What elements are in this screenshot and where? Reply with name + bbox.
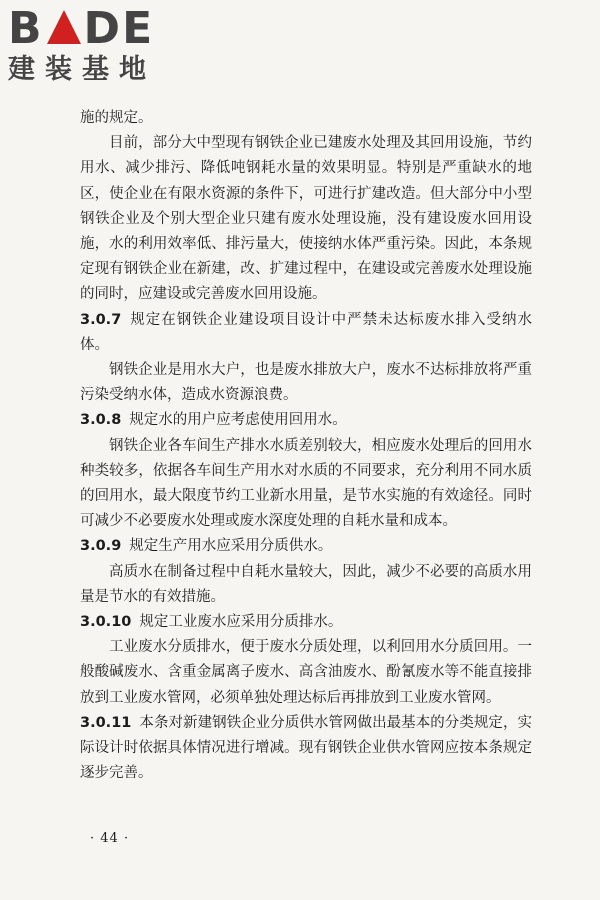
paragraph: 钢铁企业各车间生产排水水质差别较大，相应废水处理后的回用水种类较多，依据各车间生产用水对水质的不同要求，充分利用不同水质的回用水，最大限度节约工业新水用量，是节水实施的有效途径。同时可减少不必要废水处理或废水深度处理的自耗水量和成本。 [80, 437, 532, 530]
clause-heading [80, 308, 532, 358]
clause-number: 3.0.11 [80, 714, 132, 731]
paragraph: 施的规定。 [80, 110, 153, 126]
logo-triangle-icon [47, 10, 81, 44]
clause-heading [80, 711, 532, 787]
clause-number: 3.0.7 [80, 311, 122, 328]
paragraph: 钢铁企业是用水大户，也是废水排放大户，废水不达标排放将严重污染受纳水体，造成水资源浪费。 [80, 362, 532, 404]
clause-text: 规定工业废水应采用分质排水。 [139, 614, 343, 631]
clause-number: 3.0.8 [80, 412, 122, 429]
paragraph: 高质水在制备过程中自耗水量较大，因此，减少不必要的高质水用量是节水的有效措施。 [80, 563, 532, 605]
clause-text: 本条对新建钢铁企业分质供水管网做出最基本的分类规定，实际设计时依据具体情况进行增减。现有钢铁企业供水管网应按本条规定逐步完善。 [80, 714, 532, 782]
clause-text: 规定在钢铁企业建设项目设计中严禁未达标废水排入受纳水体。 [80, 311, 532, 353]
clause-text: 规定水的用户应考虑使用回用水。 [129, 412, 347, 429]
clause-heading [80, 610, 532, 635]
logo-letters-de: DE [83, 3, 155, 54]
clause-heading [80, 408, 532, 433]
clause-text: 规定生产用水应采用分质供水。 [129, 538, 333, 555]
document-body [80, 106, 532, 786]
logo-letter-b: B [8, 3, 44, 54]
page-number: · 44 · [90, 831, 130, 846]
clause-number: 3.0.10 [80, 614, 132, 631]
clause-number: 3.0.9 [80, 538, 122, 555]
bade-logo [8, 3, 156, 86]
logo-subtitle: 建装基地 [8, 54, 156, 85]
logo-wordmark [8, 3, 156, 54]
paragraph: 工业废水分质排水，便于废水分质处理，以利回用水分质回用。一般酸碱废水、含重金属离子废水、高含油废水、酚氰废水等不能直接排放到工业废水管网，必须单独处理达标后再排放到工业废水管网。 [80, 639, 532, 706]
paragraph: 目前，部分大中型现有钢铁企业已建废水处理及其回用设施，节约用水、减少排污、降低吨钢耗水量的效果明显。特别是严重缺水的地区，使企业在有限水资源的条件下，可进行扩建改造。但大部分中小型钢铁企业及个别大型企业只建有废水处理设施，没有建设废水回用设施，水的利用效率低、排污量大，使接纳水体严重污染。因此，本条规定现有钢铁企业在新建，改、扩建过程中，在建设或完善废水处理设施的同时，应建设或完善废水回用设施。 [80, 135, 532, 303]
clause-heading [80, 534, 532, 559]
